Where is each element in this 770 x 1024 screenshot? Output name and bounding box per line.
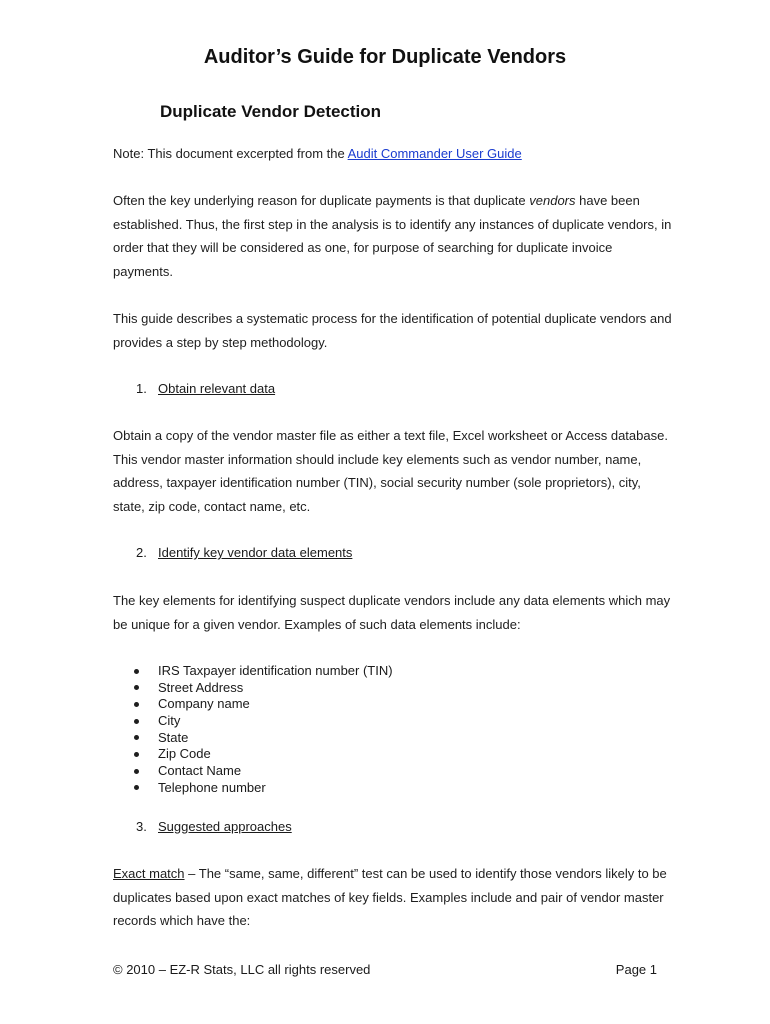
exact-match-text: – The “same, same, different” test can be used to identify those vendors likely to be duplicates based upon exact matches of key fields. Examples include and pair of vendor master records which have the: bbox=[113, 866, 667, 928]
step-2-heading bbox=[136, 544, 352, 562]
list-item: City bbox=[133, 713, 393, 730]
intro-text-before: Often the key underlying reason for duplicate payments is that duplicate bbox=[113, 193, 530, 208]
step-3-number: 3. bbox=[136, 819, 147, 834]
note-paragraph bbox=[113, 142, 673, 166]
guide-description-paragraph: This guide describes a systematic process for the identification of potential duplicate vendors and provides a step by step methodology. bbox=[113, 311, 672, 350]
note-text: Note: This document excerpted from the bbox=[113, 146, 348, 161]
step-1-number: 1. bbox=[136, 381, 147, 396]
bullet-icon bbox=[134, 769, 139, 774]
copyright-footer: © 2010 – EZ-R Stats, LLC all rights reserved bbox=[113, 962, 371, 977]
list-item: Contact Name bbox=[133, 763, 393, 780]
list-item: State bbox=[133, 730, 393, 747]
list-item: Street Address bbox=[133, 680, 393, 697]
document-title: Auditor’s Guide for Duplicate Vendors bbox=[203, 46, 567, 68]
bullet-icon bbox=[134, 752, 139, 757]
section-heading: Duplicate Vendor Detection bbox=[160, 102, 382, 121]
bullet-icon bbox=[134, 669, 139, 674]
bullet-icon bbox=[134, 785, 139, 790]
step-2-number: 2. bbox=[136, 545, 147, 560]
step-3-heading bbox=[136, 818, 292, 836]
page-number: Page 1 bbox=[615, 962, 657, 977]
step-1-heading bbox=[136, 380, 275, 398]
user-guide-link[interactable]: Audit Commander User Guide bbox=[347, 146, 522, 161]
list-item: IRS Taxpayer identification number (TIN) bbox=[133, 663, 393, 680]
key-elements-paragraph: The key elements for identifying suspect duplicate vendors include any data elements which may be unique for a given vendor. Examples of such data elements include: bbox=[113, 593, 671, 632]
exact-match-paragraph bbox=[113, 862, 673, 933]
bullet-icon bbox=[134, 719, 139, 724]
list-item: Company name bbox=[133, 696, 393, 713]
step-2-label: Identify key vendor data elements bbox=[158, 545, 353, 560]
step-1-label: Obtain relevant data bbox=[158, 381, 276, 396]
bullet-icon bbox=[134, 702, 139, 707]
bullet-icon bbox=[134, 735, 139, 740]
exact-match-term: Exact match bbox=[113, 866, 185, 881]
intro-text-after: have been established. Thus, the first step in the analysis is to identify any instances of duplicate vendors, in order that they will be considered as one, for purpose of searching for duplicate invoice payments. bbox=[113, 193, 672, 279]
list-item: Zip Code bbox=[133, 746, 393, 763]
intro-paragraph bbox=[113, 189, 673, 283]
bullet-icon bbox=[134, 685, 139, 690]
key-elements-list bbox=[133, 663, 393, 797]
list-item: Telephone number bbox=[133, 780, 393, 797]
step-3-label: Suggested approaches bbox=[158, 819, 292, 834]
intro-emphasis: vendors bbox=[529, 193, 576, 208]
obtain-data-paragraph: Obtain a copy of the vendor master file as either a text file, Excel worksheet or Access database. This vendor master information should include key elements such as vendor number, name, address, taxpayer identification number (TIN), social security number (sole proprietors), city, state, zip code, contact name, etc. bbox=[113, 428, 668, 514]
